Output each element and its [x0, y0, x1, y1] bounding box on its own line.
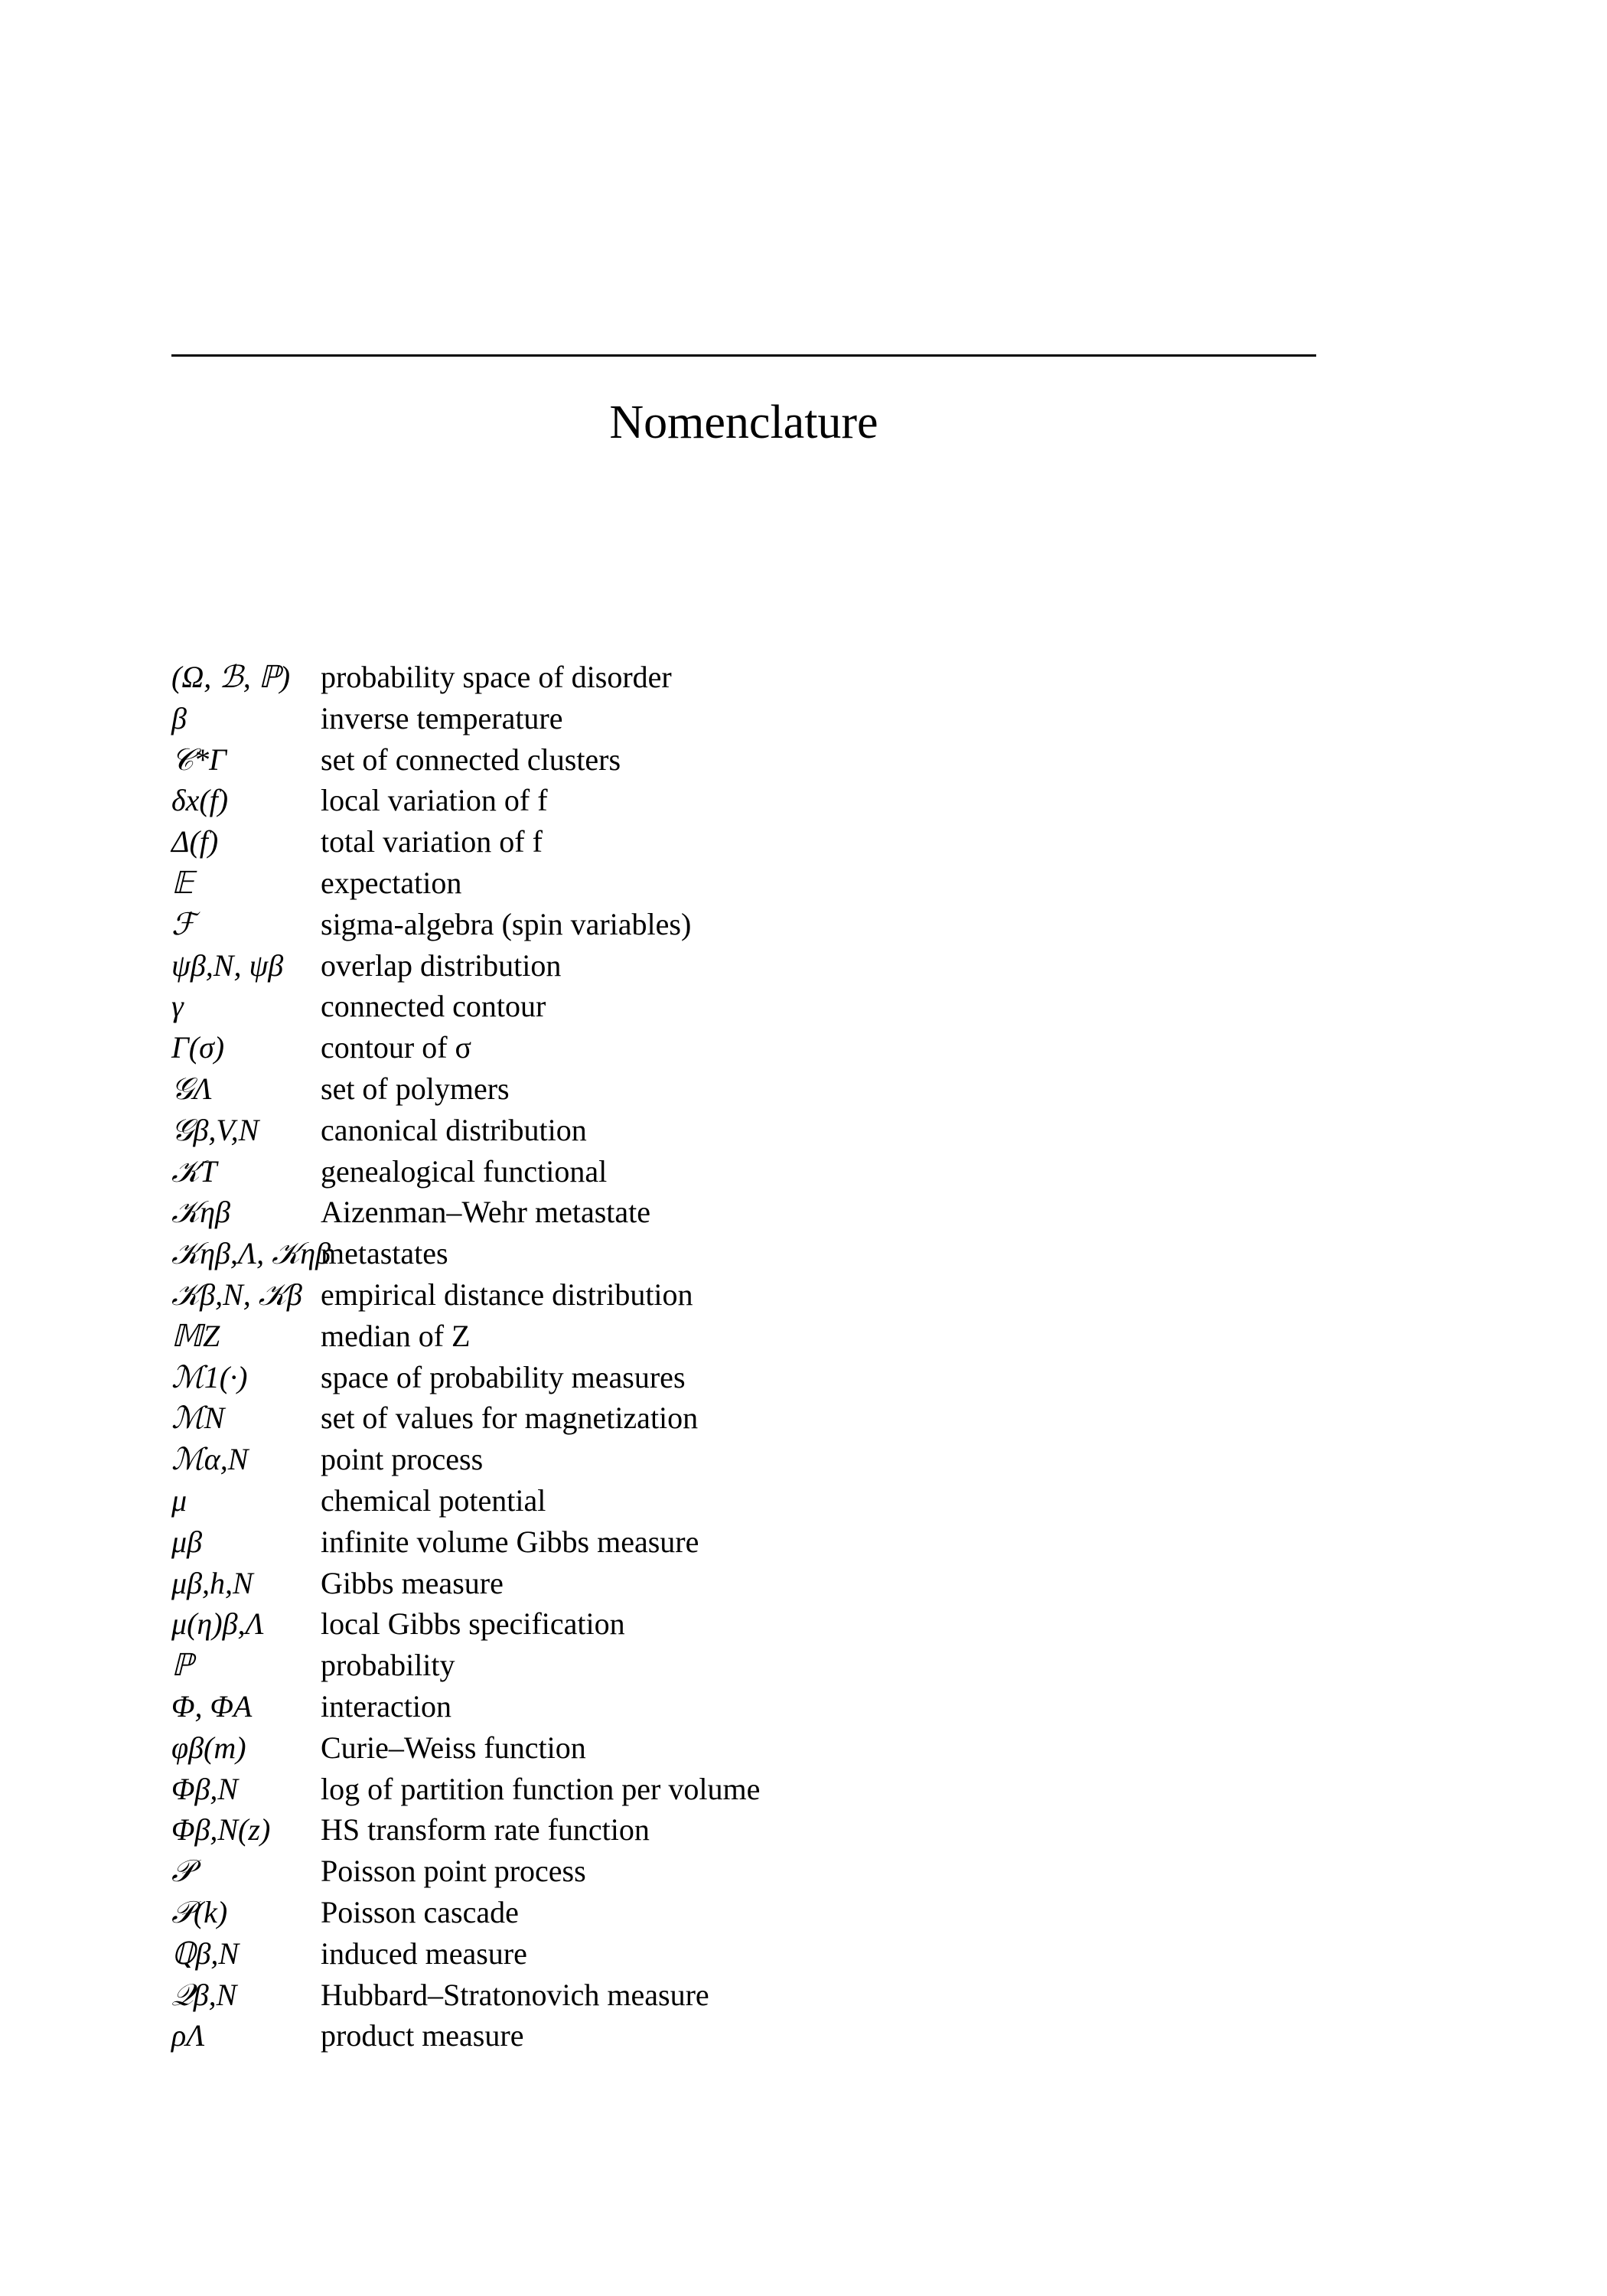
- nomenclature-entry: [171, 2015, 1319, 2056]
- entry-description: infinite volume Gibbs measure: [321, 1524, 699, 1559]
- nomenclature-entry: [171, 1192, 1319, 1233]
- entry-symbol: (Ω, ℬ, ℙ): [171, 660, 291, 694]
- nomenclature-entry: [171, 1357, 1319, 1398]
- nomenclature-entry: [171, 739, 1319, 781]
- entry-symbol: 𝒬β,N: [171, 1977, 237, 2012]
- entry-description: interaction: [321, 1688, 452, 1724]
- entry-symbol: 𝒦ηβ: [171, 1195, 230, 1230]
- nomenclature-entry: [171, 1439, 1319, 1480]
- entry-description: median of Z: [321, 1318, 471, 1353]
- entry-symbol: β: [171, 700, 187, 735]
- nomenclature-entry: [171, 1851, 1319, 1892]
- nomenclature-entry: [171, 1892, 1319, 1933]
- entry-description: product measure: [321, 2018, 524, 2053]
- entry-symbol: 𝕄Z: [171, 1318, 220, 1353]
- nomenclature-entry: [171, 1316, 1319, 1357]
- entry-description: genealogical functional: [321, 1153, 608, 1189]
- nomenclature-entry: [171, 1975, 1319, 2016]
- nomenclature-entry: [171, 986, 1319, 1027]
- entry-symbol: Γ(σ): [171, 1030, 225, 1065]
- entry-description: inverse temperature: [321, 700, 563, 735]
- nomenclature-entry: [171, 1233, 1319, 1274]
- nomenclature-entry: [171, 1151, 1319, 1192]
- entry-description: Curie–Weiss function: [321, 1730, 586, 1765]
- entry-symbol: ℱ: [171, 906, 196, 941]
- entry-symbol: 𝒢Λ: [171, 1071, 212, 1106]
- entry-symbol: 𝒫: [171, 1854, 194, 1889]
- entry-description: local variation of f: [321, 783, 548, 818]
- nomenclature-entry: [171, 1274, 1319, 1316]
- entry-description: total variation of f: [321, 824, 543, 859]
- entry-description: probability space of disorder: [321, 660, 672, 694]
- nomenclature-entry: [171, 1645, 1319, 1686]
- entry-description: connected contour: [321, 989, 546, 1024]
- entry-symbol: 𝔼: [171, 865, 194, 900]
- entry-description: overlap distribution: [321, 947, 562, 983]
- entry-symbol: 𝒦ηβ,Λ, 𝒦ηβ: [171, 1236, 331, 1271]
- entry-description: Aizenman–Wehr metastate: [321, 1195, 651, 1230]
- nomenclature-entry: [171, 780, 1319, 821]
- entry-symbol: φβ(m): [171, 1730, 246, 1765]
- entry-description: set of connected clusters: [321, 742, 621, 777]
- nomenclature-entry: [171, 1809, 1319, 1851]
- entry-description: chemical potential: [321, 1482, 546, 1518]
- entry-symbol: μ: [171, 1482, 187, 1518]
- entry-symbol: Φβ,N: [171, 1771, 239, 1806]
- nomenclature-entry: [171, 1027, 1319, 1068]
- entry-symbol: Φβ,N(z): [171, 1812, 271, 1848]
- entry-symbol: ℳα,N: [171, 1442, 249, 1477]
- nomenclature-entry: [171, 1727, 1319, 1769]
- entry-description: Gibbs measure: [321, 1565, 504, 1600]
- nomenclature-entry: [171, 1933, 1319, 1975]
- entry-description: expectation: [321, 865, 462, 900]
- entry-symbol: ψβ,N, ψβ: [171, 947, 284, 983]
- entry-description: set of values for magnetization: [321, 1401, 699, 1436]
- nomenclature-entry: [171, 1068, 1319, 1110]
- nomenclature-entry: [171, 945, 1319, 987]
- nomenclature-entry: [171, 1110, 1319, 1151]
- entry-symbol: μ(η)β,Λ: [171, 1606, 264, 1642]
- entry-symbol: γ: [171, 989, 184, 1024]
- nomenclature-entry: [171, 821, 1319, 863]
- entry-symbol: 𝒢β,V,N: [171, 1112, 259, 1147]
- nomenclature-entry: [171, 904, 1319, 945]
- entry-description: Poisson point process: [321, 1854, 586, 1889]
- entry-description: log of partition function per volume: [321, 1771, 761, 1806]
- entry-symbol: ℳN: [171, 1401, 225, 1436]
- entry-description: contour of σ: [321, 1030, 472, 1065]
- entry-description: point process: [321, 1442, 484, 1477]
- entry-description: Poisson cascade: [321, 1894, 519, 1929]
- nomenclature-entry: [171, 698, 1319, 739]
- entry-symbol: Δ(f): [171, 824, 219, 859]
- nomenclature-entry: [171, 1521, 1319, 1563]
- entry-description: canonical distribution: [321, 1112, 587, 1147]
- entry-symbol: ℚβ,N: [171, 1936, 240, 1971]
- nomenclature-entry: [171, 1603, 1319, 1645]
- nomenclature-entry: [171, 657, 1319, 698]
- entry-symbol: μβ: [171, 1524, 202, 1559]
- entry-symbol: 𝒫(k): [171, 1894, 228, 1929]
- entry-symbol: 𝒦β,N, 𝒦β: [171, 1277, 302, 1312]
- entry-symbol: μβ,h,N: [171, 1565, 253, 1600]
- entry-description: sigma-algebra (spin variables): [321, 906, 692, 941]
- nomenclature-entry: [171, 1480, 1319, 1521]
- entry-symbol: δx(f): [171, 783, 229, 818]
- entry-description: local Gibbs specification: [321, 1606, 625, 1642]
- entry-description: HS transform rate function: [321, 1812, 650, 1848]
- entry-description: empirical distance distribution: [321, 1277, 693, 1312]
- entry-description: Hubbard–Stratonovich measure: [321, 1977, 709, 2012]
- page-title: Nomenclature: [609, 396, 878, 448]
- entry-symbol: 𝒞*Γ: [171, 742, 227, 777]
- entry-symbol: 𝒦T: [171, 1153, 217, 1189]
- entry-description: probability: [321, 1648, 455, 1683]
- entry-description: space of probability measures: [321, 1359, 686, 1394]
- nomenclature-entry: [171, 1397, 1319, 1439]
- nomenclature-entry: [171, 1686, 1319, 1727]
- header-rule: [171, 354, 1316, 357]
- nomenclature-entry: [171, 1563, 1319, 1604]
- nomenclature-entry: [171, 1769, 1319, 1810]
- entry-symbol: ℙ: [171, 1648, 194, 1683]
- entry-symbol: ℳ1(·): [171, 1359, 248, 1394]
- entry-symbol: Φ, ΦA: [171, 1688, 253, 1724]
- entry-symbol: ρΛ: [171, 2018, 205, 2053]
- entry-description: induced measure: [321, 1936, 527, 1971]
- nomenclature-list: [171, 657, 1319, 2056]
- entry-description: set of polymers: [321, 1071, 510, 1106]
- entry-description: metastates: [321, 1236, 448, 1271]
- nomenclature-entry: [171, 863, 1319, 904]
